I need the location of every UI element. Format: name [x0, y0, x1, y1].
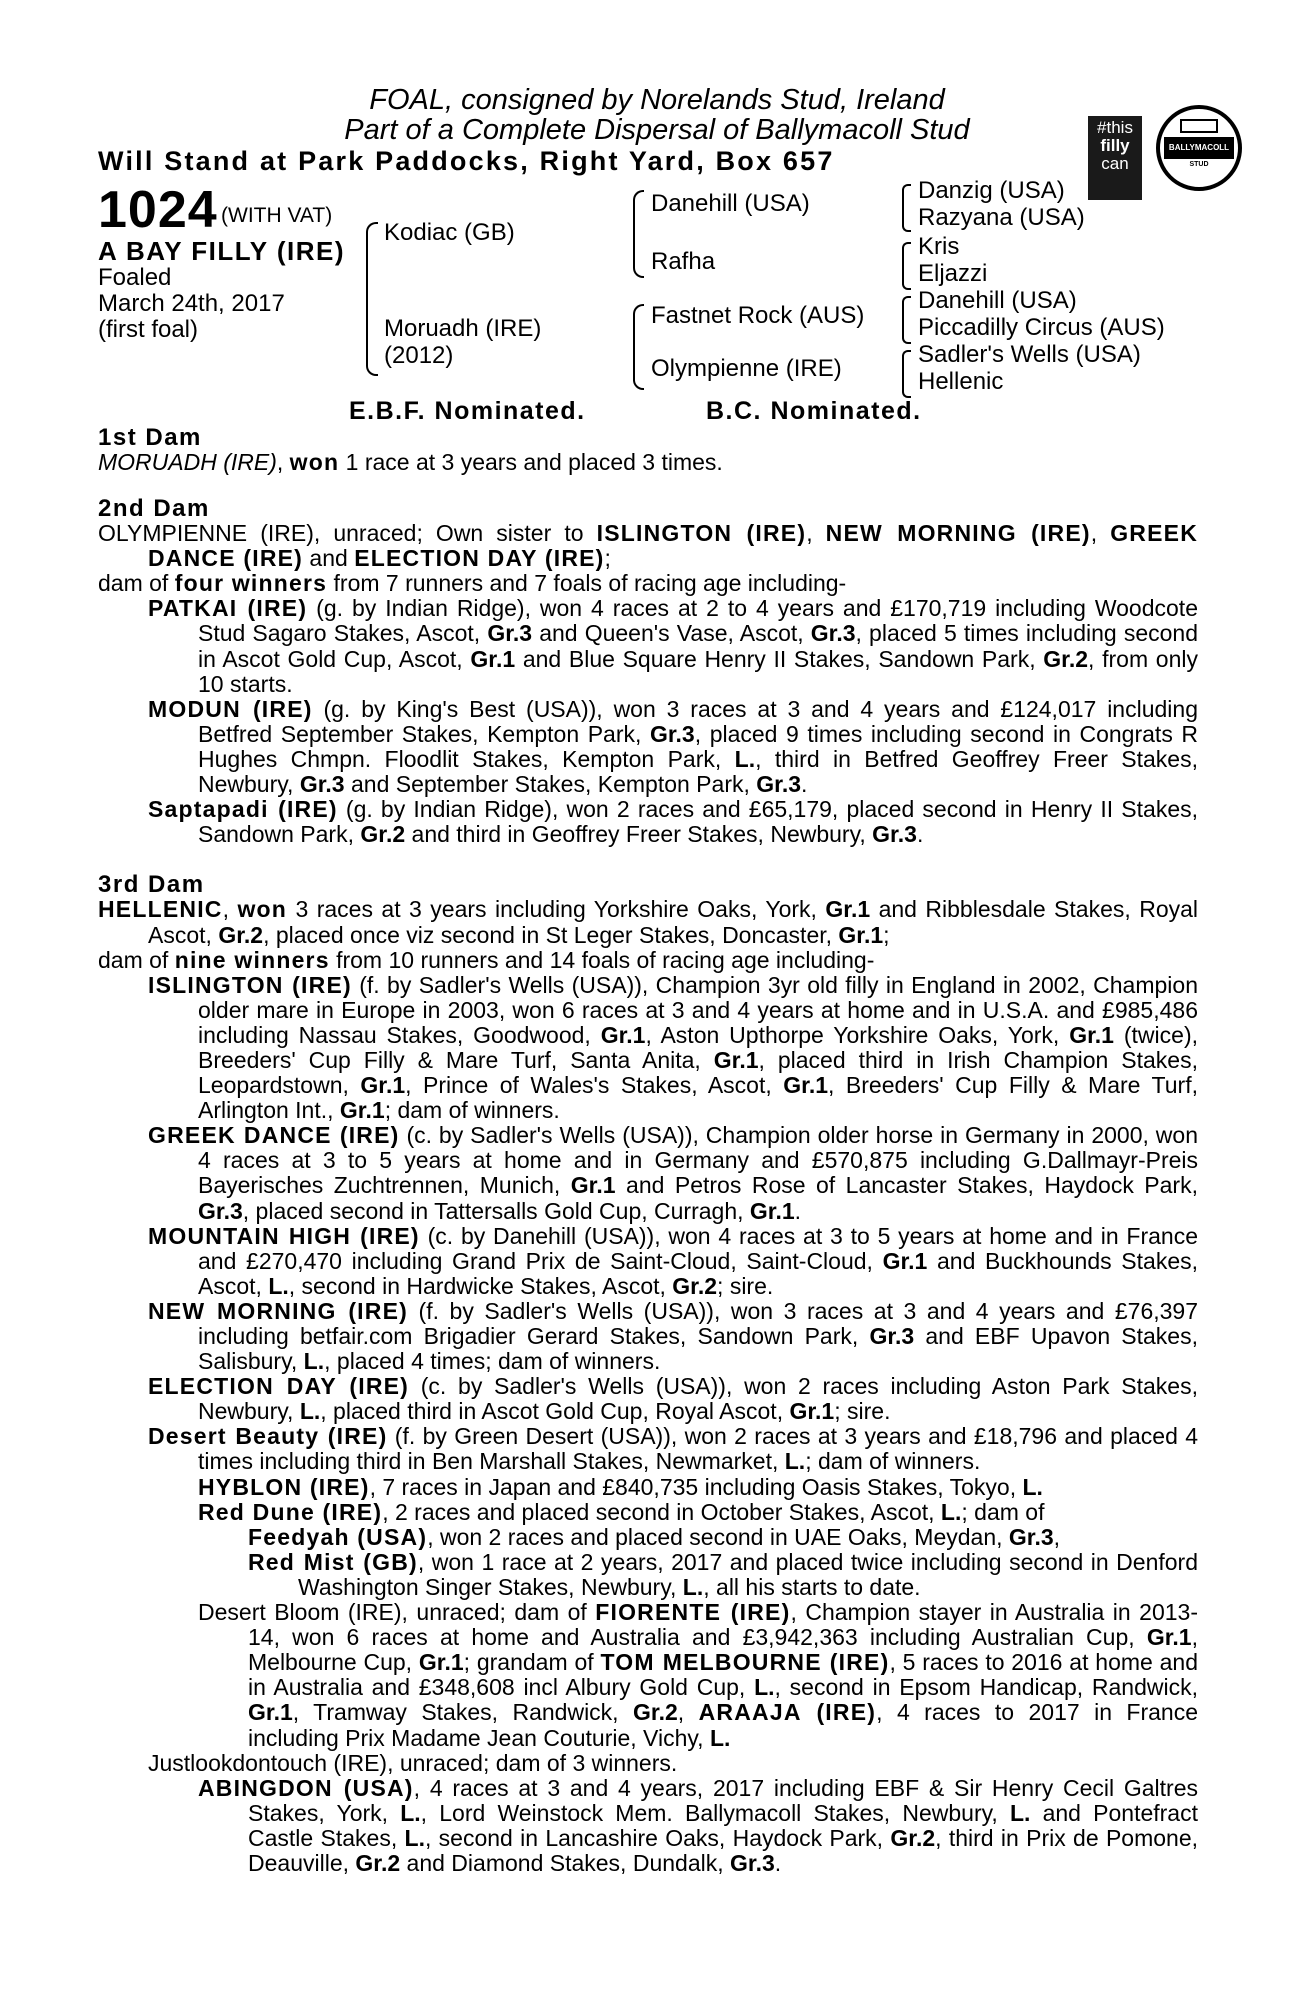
grade: L. — [784, 1448, 806, 1475]
third-dam-produce — [98, 948, 1198, 973]
grade: Gr.2 — [355, 1849, 401, 1876]
second-dam-heading: 2nd Dam — [98, 495, 210, 522]
ballymacoll-stud-logo — [1156, 105, 1242, 191]
second-dam-produce — [98, 571, 1198, 596]
horse-name: GREEK DANCE (IRE) — [148, 520, 1199, 572]
horse-name: Red Mist (GB) — [248, 1548, 418, 1575]
text: . — [794, 1197, 802, 1224]
produce-entry — [98, 1123, 1198, 1223]
grade: L. — [754, 1674, 775, 1701]
first-dam-text: 1 race at 3 years and placed 3 times. — [339, 449, 723, 475]
horse-name: Saptapadi (IRE) — [148, 796, 338, 823]
text: from 7 runners and 7 foals of racing age including- — [327, 570, 847, 597]
produce-entry — [98, 1424, 1198, 1474]
text: and Petros Rose of Lancaster Stakes, Haydock Park, — [615, 1172, 1198, 1199]
text: . — [801, 771, 808, 798]
text: ; sire. — [717, 1272, 774, 1299]
pedigree-brace-gg2 — [902, 242, 911, 290]
produce-entry — [98, 596, 1198, 696]
text: , Breeders' Cup Filly & Mare Turf, Arlington Int., — [198, 1072, 1198, 1124]
text: Justlookdontouch (IRE), unraced; dam of 3 winners. — [148, 1749, 678, 1776]
grade: L. — [734, 745, 756, 772]
horse-name: Feedyah (USA) — [248, 1523, 428, 1550]
grade: L. — [1022, 1473, 1043, 1500]
horse-name: ISLINGTON (IRE) — [596, 520, 807, 547]
text: , placed third in Irish Champion Stakes, Leopardstown, — [198, 1046, 1198, 1099]
pedigree-brace-gg1 — [902, 184, 911, 232]
ggp-8: Hellenic — [918, 368, 1004, 395]
grade: Gr.3 — [872, 821, 917, 848]
grade: Gr.1 — [360, 1072, 406, 1099]
grade: Gr.3 — [869, 1323, 915, 1349]
text: , placed third in Ascot Gold Cup, Royal Ascot, — [320, 1398, 790, 1425]
pedigree-brace-gg4 — [902, 350, 911, 398]
first-dam-record — [98, 449, 723, 476]
dam-dam: Olympienne (IRE) — [651, 355, 842, 382]
won-label: won — [237, 896, 288, 923]
dam-line-text — [98, 496, 1198, 1876]
grade: L. — [682, 1573, 704, 1600]
horse-name: NEW MORNING (IRE) — [825, 520, 1091, 547]
grade: Gr.1 — [600, 1021, 646, 1048]
text: , Champion stayer in Australia in 2013-14, won 6 races at home and Australia and £3,942,363 including Australian Cup, — [248, 1599, 1198, 1651]
horse-name: ARAAJA (IRE) — [698, 1699, 877, 1726]
grade: L. — [940, 1498, 962, 1525]
text: (g. by Indian Ridge), won 2 races and £65,179, placed second in Henry II Stakes, Sandown Park, — [198, 796, 1198, 848]
dispersal-line: Part of a Complete Dispersal of Ballymacoll Stud — [344, 114, 970, 146]
text: and Blue Square Henry II Stakes, Sandown Park, — [515, 645, 1044, 672]
spacer — [98, 847, 1198, 872]
produce-entry — [98, 1525, 1198, 1550]
text: , 2 races and placed second in October Stakes, Ascot, — [382, 1498, 941, 1525]
text: (c. by Danehill (USA)), won 4 races at 3 to 5 years at home and in France and £270,470 including Grand Prix de Saint-Cloud, Saint-Cloud, — [198, 1222, 1199, 1274]
text: and — [303, 545, 355, 572]
text: ; dam of — [961, 1498, 1045, 1525]
ggp-5: Danehill (USA) — [918, 287, 1077, 314]
text: , placed 5 times including second in Ascot Gold Cup, Ascot, — [198, 620, 1198, 672]
horse-name: ELECTION DAY (IRE) — [354, 545, 605, 572]
text: and September Stakes, Kempton Park, — [344, 771, 757, 798]
horse-name: TOM MELBOURNE (IRE) — [600, 1649, 890, 1676]
text: OLYMPIENNE (IRE), unraced; Own sister to — [98, 520, 597, 547]
text: , 4 races at 3 and 4 years, 2017 including EBF & Sir Henry Cecil Galtres Stakes, York, — [248, 1774, 1198, 1826]
lot-number: 1024 — [98, 181, 218, 239]
grade: L. — [709, 1724, 731, 1751]
grade: Gr.3 — [1008, 1523, 1054, 1550]
produce-entry — [98, 1374, 1198, 1424]
text: ; dam of winners. — [384, 1097, 560, 1124]
text: , third in Betfred Geoffrey Freer Stakes, Newbury, — [198, 745, 1198, 798]
hashtag-logo-line: #this — [1097, 118, 1133, 137]
text: and Pontefract Castle Stakes, — [248, 1799, 1198, 1851]
text: , — [806, 520, 826, 547]
consignor-line: FOAL, consigned by Norelands Stud, Ireland — [369, 84, 945, 116]
text: dam of — [98, 570, 175, 597]
horse-name: PATKAI (IRE) — [148, 595, 308, 622]
text: ; dam of winners. — [805, 1448, 981, 1475]
grade: Gr.1 — [882, 1247, 928, 1274]
hashtag-logo — [1088, 116, 1142, 200]
text: , placed 4 times; dam of winners. — [324, 1348, 661, 1375]
ggp-3: Kris — [918, 233, 960, 260]
pedigree-brace-dam — [633, 304, 644, 390]
grade: Gr.1 — [570, 1172, 616, 1199]
first-dam-name: MORUADH (IRE) — [98, 449, 277, 475]
text: (f. by Sadler's Wells (USA)), Champion 3yr old filly in England in 2002, Champion older mare in Europe in 2003, won 6 races at 3 and 4 years at home and in U.S.A. and £985,486 including Nassau Stakes, Goodwood, — [198, 971, 1198, 1048]
text: and EBF Upavon Stakes, Salisbury, — [198, 1323, 1198, 1375]
text: (g. by King's Best (USA)), won 3 races at 3 and 4 years and £124,017 including Betfred September Stakes, Kempton Park, — [198, 695, 1198, 747]
grade: Gr.1 — [749, 1197, 795, 1224]
hashtag-logo-line: can — [1101, 154, 1129, 173]
grade: Gr.3 — [299, 771, 345, 798]
horse-name: MODUN (IRE) — [148, 695, 313, 722]
hashtag-logo-line: filly — [1100, 136, 1130, 155]
produce-entry — [98, 1500, 1198, 1525]
pedigree-brace-main — [366, 222, 378, 376]
dam-sire: Fastnet Rock (AUS) — [651, 302, 865, 329]
grade: Gr.3 — [756, 771, 802, 798]
text: (c. by Sadler's Wells (USA)), won 2 races including Aston Park Stakes, Newbury, — [198, 1373, 1198, 1425]
ggp-4: Eljazzi — [918, 260, 988, 287]
ggp-1: Danzig (USA) — [918, 177, 1065, 204]
grade: Gr.3 — [730, 1849, 775, 1876]
horse-name: ABINGDON (USA) — [198, 1774, 414, 1801]
horse-name: HELLENIC — [98, 896, 223, 923]
produce-entry — [98, 1475, 1198, 1500]
bc-nomination: B.C. Nominated. — [706, 397, 922, 425]
pedigree-brace-gg3 — [902, 296, 911, 344]
text: and third in Geoffrey Freer Stakes, Newbury, — [405, 821, 873, 848]
text: and Buckhounds Stakes, Ascot, — [198, 1247, 1198, 1299]
grade: Gr.1 — [713, 1046, 759, 1073]
grade: Gr.2 — [218, 921, 264, 948]
foal-note: (first foal) — [98, 316, 199, 343]
text: ; sire. — [834, 1398, 891, 1425]
horse-name: MOUNTAIN HIGH (IRE) — [148, 1222, 420, 1249]
text: , won 2 races and placed second in UAE Oaks, Meydan, — [427, 1523, 1009, 1550]
text: , — [1053, 1523, 1061, 1550]
horse-name: FIORENTE (IRE) — [595, 1599, 791, 1626]
text: (f. by Green Desert (USA)), won 2 races at 3 years and £18,796 and placed 4 times including third in Ben Marshall Stakes, Newmarket, — [198, 1423, 1198, 1475]
produce-entry — [98, 1550, 1198, 1600]
text: Desert Bloom (IRE), unraced; dam of — [198, 1599, 596, 1626]
produce-entry — [98, 1224, 1198, 1299]
text: , — [677, 1699, 699, 1726]
text: , won 1 race at 2 years, 2017 and placed twice including second in Denford Washington Singer Stakes, Newbury, — [298, 1548, 1198, 1600]
grade: Gr.3 — [810, 620, 856, 647]
text: from 10 runners and 14 foals of racing age including- — [329, 946, 875, 973]
text: , third in Prix de Pomone, Deauville, — [248, 1824, 1198, 1876]
text: dam of — [98, 946, 175, 973]
produce-entry — [98, 697, 1198, 797]
text: ; grandam of — [463, 1649, 601, 1676]
winners-count: nine winners — [174, 946, 330, 973]
text: (twice), Breeders' Cup Filly & Mare Turf, Santa Anita, — [198, 1021, 1198, 1073]
vat-note: (WITH VAT) — [221, 204, 333, 227]
grade: Gr.3 — [198, 1197, 243, 1224]
second-dam-intro — [98, 521, 1198, 571]
grade: Gr.2 — [672, 1272, 718, 1299]
text: , Lord Weinstock Mem. Ballymacoll Stakes, Newbury, — [420, 1799, 1010, 1826]
sire: Kodiac (GB) — [384, 219, 515, 246]
sire-sire: Danehill (USA) — [651, 190, 810, 217]
horse-name: HYBLON (IRE) — [198, 1473, 370, 1500]
text: , 5 races to 2016 at home and in Australia and £348,608 incl Albury Gold Cup, — [248, 1649, 1198, 1701]
grade: Gr.2 — [360, 821, 406, 848]
text: , Tramway Stakes, Randwick, — [292, 1699, 634, 1726]
text: and Ribblesdale Stakes, Royal Ascot, — [148, 896, 1199, 948]
text: (f. by Sadler's Wells (USA)), won 3 races at 3 and 4 years and £76,397 including betfair.com Brigadier Gerard Stakes, Sandown Park, — [198, 1297, 1198, 1349]
third-dam-record — [98, 897, 1198, 947]
grade: L. — [1009, 1799, 1031, 1826]
grade: Gr.1 — [1146, 1624, 1192, 1651]
grade: Gr.1 — [470, 645, 516, 672]
logo-band-text: BALLYMACOLL — [1164, 137, 1234, 159]
grade: L. — [303, 1348, 325, 1375]
grade: Gr.3 — [487, 620, 533, 647]
text: , 7 races in Japan and £840,735 including Oasis Stakes, Tokyo, — [369, 1473, 1023, 1500]
text: . — [916, 821, 924, 848]
text: , placed once viz second in St Leger Stakes, Doncaster, — [263, 921, 839, 948]
text: , second in Lancashire Oaks, Haydock Park, — [424, 1824, 891, 1851]
text: (g. by Indian Ridge), won 4 races at 2 to 4 years and £170,719 including Woodcote Stud Sagaro Stakes, Ascot, — [198, 595, 1198, 647]
grade: Gr.1 — [783, 1072, 829, 1099]
text: 3 races at 3 years including Yorkshire Oaks, York, — [287, 896, 826, 923]
grade: Gr.1 — [248, 1699, 293, 1726]
ggp-7: Sadler's Wells (USA) — [918, 341, 1141, 368]
ebf-nomination: E.B.F. Nominated. — [349, 397, 586, 425]
horse-name: NEW MORNING (IRE) — [148, 1297, 408, 1324]
first-dam-won: won — [289, 449, 340, 475]
grade: Gr.1 — [838, 921, 884, 948]
produce-entry — [98, 1600, 1198, 1751]
text: ; — [883, 921, 890, 948]
logo-sub-text: STUD — [1189, 161, 1209, 168]
text: . — [774, 1849, 782, 1876]
text: , — [222, 896, 238, 923]
text: , placed 9 times including second in Congrats R Hughes Chmpn. Floodlit Stakes, Kempton Park, — [198, 720, 1198, 772]
third-dam-heading: 3rd Dam — [98, 871, 205, 899]
horse-name: ISLINGTON (IRE) — [148, 971, 352, 998]
text: , — [1090, 520, 1111, 547]
text: and Diamond Stakes, Dundalk, — [400, 1849, 731, 1876]
dam: Moruadh (IRE) — [384, 315, 542, 342]
text: , 4 races to 2017 in France including Prix Madame Jean Couturie, Vichy, — [248, 1699, 1199, 1751]
first-dam-sep: , — [276, 449, 290, 475]
foaled-label: Foaled — [98, 264, 172, 291]
grade: Gr.3 — [649, 720, 695, 747]
winners-count: four winners — [174, 570, 328, 597]
grade: L. — [400, 1799, 421, 1826]
produce-entry — [98, 1776, 1198, 1876]
ggp-2: Razyana (USA) — [918, 204, 1085, 231]
text: , second in Epsom Handicap, Randwick, — [774, 1674, 1198, 1701]
grade: Gr.2 — [890, 1824, 936, 1851]
horse-name: Red Dune (IRE) — [198, 1498, 383, 1525]
text: , second in Hardwicke Stakes, Ascot, — [288, 1272, 673, 1299]
produce-entry — [98, 1751, 1198, 1776]
grade: Gr.1 — [339, 1097, 385, 1124]
text: , from only 10 starts. — [198, 645, 1198, 697]
text: , all his starts to date. — [703, 1573, 921, 1600]
text: , Melbourne Cup, — [248, 1624, 1198, 1676]
grade: L. — [404, 1824, 425, 1851]
ggp-6: Piccadilly Circus (AUS) — [918, 314, 1165, 341]
horse-name: GREEK DANCE (IRE) — [148, 1122, 400, 1149]
dam-year: (2012) — [384, 342, 454, 369]
lot-description: A BAY FILLY (IRE) — [98, 236, 346, 266]
grade: Gr.1 — [1069, 1021, 1114, 1048]
produce-entry — [98, 797, 1198, 847]
foaled-date: March 24th, 2017 — [98, 290, 285, 317]
produce-entry — [98, 973, 1198, 1124]
first-dam-heading: 1st Dam — [98, 424, 202, 451]
grade: L. — [268, 1272, 289, 1299]
grade: Gr.2 — [633, 1699, 678, 1726]
grade: L. — [299, 1398, 321, 1425]
produce-entry — [98, 1299, 1198, 1374]
text: , Prince of Wales's Stakes, Ascot, — [405, 1072, 784, 1099]
grade: Gr.1 — [825, 896, 871, 923]
text: and Queen's Vase, Ascot, — [532, 620, 811, 647]
stand-location: Will Stand at Park Paddocks, Right Yard, Box 657 — [98, 146, 835, 176]
text: (c. by Sadler's Wells (USA)), Champion older horse in Germany in 2000, won 4 races at 3 to 5 years at home and in Germany and £570,875 including G.Dallmayr-Preis Bayerisches Zuchtrennen, Munich, — [198, 1122, 1198, 1199]
logo-emblem — [1180, 119, 1218, 133]
horse-name: Desert Beauty (IRE) — [148, 1423, 388, 1450]
horse-name: ELECTION DAY (IRE) — [148, 1373, 410, 1400]
pedigree-brace-sire — [633, 190, 644, 278]
text: , Aston Upthorpe Yorkshire Oaks, York, — [645, 1021, 1070, 1048]
grade: Gr.1 — [789, 1398, 835, 1425]
text: ; — [604, 545, 611, 572]
grade: Gr.2 — [1043, 645, 1089, 672]
text: , placed second in Tattersalls Gold Cup, Curragh, — [242, 1197, 750, 1224]
grade: Gr.1 — [418, 1649, 464, 1676]
sire-dam: Rafha — [651, 248, 716, 275]
